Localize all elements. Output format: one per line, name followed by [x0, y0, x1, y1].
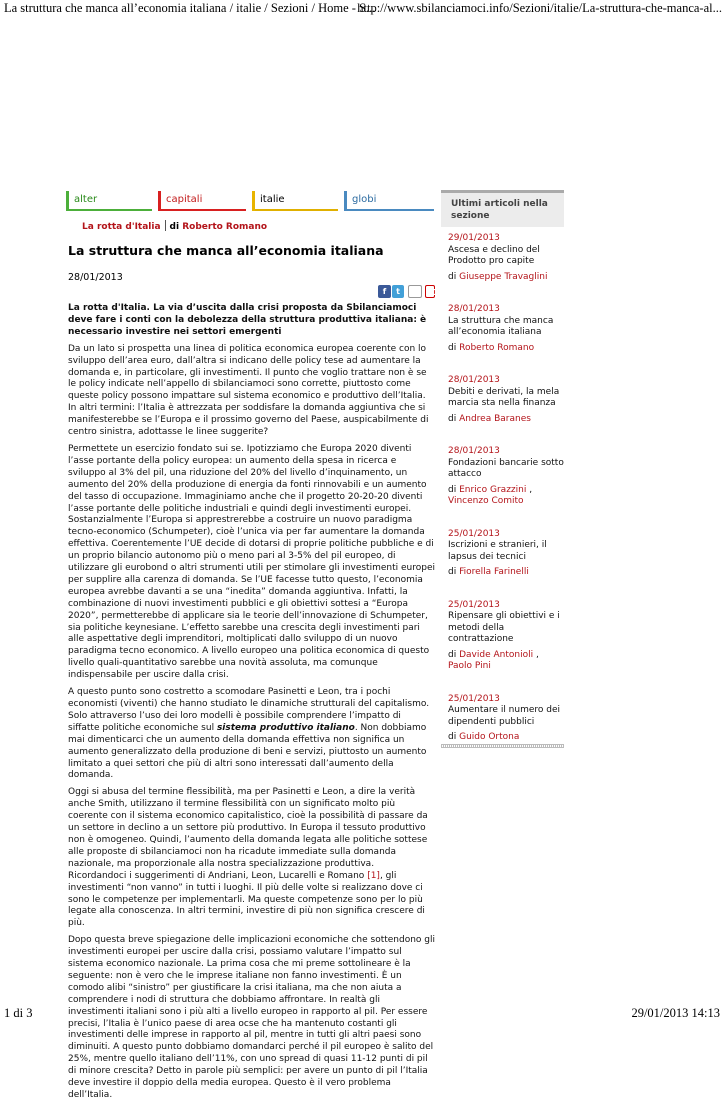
- sidebar-heading: Ultimi articoli nella sezione: [441, 190, 564, 227]
- sidebar-article-byline: [448, 732, 564, 744]
- paragraph-text: . Non dobbiamo mai dimenticarci che un aumento della domanda effettiva non significa un aumento generalizzato della produzione di beni e servizi, piuttosto un aumento limitato a quei settori che più di altri sono interessati dall’aumento della domanda.: [68, 722, 427, 781]
- sidebar-article-title[interactable]: Iscrizioni e stranieri, il lapsus dei tecnici: [448, 540, 547, 562]
- section-nav: [66, 191, 434, 211]
- paragraph-text: Oggi si abusa del termine flessibilità, ma per Pasinetti e Leon, a dire la verità anche Smith, utilizzano il termine flessibilità con un significato molto più coerente con il sistema economico capitalistico, cioè la possibilità di passare da un settore in declino a un settore più produttivo. In Europa il tessuto produttivo non è omogeneo. Quindi, l’aumento della domanda legata alle politiche sottese alle proposte di sbilanciamoci non ha ricadute immediate sulla domanda nazionale, ma proporzionale alla nostra specializzazione produttiva. Ricordandoci i suggerimenti di Andriani, Leon, Lucarelli e Romano: [68, 787, 428, 881]
- sidebar-author-link[interactable]: Davide Antonioli: [459, 649, 534, 660]
- sidebar-author-link[interactable]: Roberto Romano: [459, 342, 535, 353]
- sidebar-article-byline: [448, 650, 564, 673]
- print-header: [0, 0, 724, 18]
- paragraph: Da un lato si prospetta una linea di politica economica europea coerente con lo sviluppo dell’area euro, dall’altra si indicano delle policy tese ad aumentare la domanda e, in particolare, gli investimenti. Il punto che voglio trattare non è se le policy indicate nell’appello di sbilanciamoci sono corrette, piuttosto come queste policy possono impattare sul sistema economico e produttivo dell’Italia. In altri termini: l’Italia è attrezzata per soddisfare la domanda aggiuntiva che si manifesterebbe se l’Europa e il prossimo governo del Paese, auspicabilmente di centro sinistra, adottasse le linee suggerite?: [68, 343, 429, 438]
- sidebar-article-date: 25/01/2013: [448, 528, 500, 539]
- sidebar-article-title[interactable]: Ripensare gli obiettivi e i metodi della contrattazione: [448, 611, 560, 644]
- article-body: [68, 303, 435, 1107]
- byline-divider: [165, 220, 166, 231]
- rubric-link[interactable]: La rotta d'Italia: [82, 222, 161, 232]
- article-lead: La rotta d'Italia. La via d’uscita dalla crisi proposta da Sbilanciamoci deve fare i conti con la debolezza della struttura produttiva italiana: è necessario investire nei settori emergenti: [68, 303, 427, 337]
- tab-globi[interactable]: globi: [344, 191, 434, 211]
- sidebar-article-date: 28/01/2013: [448, 446, 500, 456]
- article-title: La struttura che manca all’economia italiana: [68, 243, 384, 258]
- author-separator: ,: [533, 649, 539, 660]
- sidebar-latest-articles: [441, 190, 564, 744]
- sidebar-article: [441, 694, 564, 744]
- paragraph-text: , gli investimenti “non vanno” in tutti i luoghi. Il più delle volte si realizzano dove ci sono le competenze per implementarli. Ma queste competenze sono per lo più legate alla conoscenza. In altri termini, investire di più non significa crescere di più.: [68, 870, 425, 929]
- sidebar-bottom-rule: [441, 744, 564, 748]
- facebook-icon[interactable]: f: [378, 285, 391, 298]
- print-page-number: 1 di 3: [4, 1006, 33, 1020]
- byline-prefix: di: [448, 413, 457, 424]
- byline-prefix: di: [448, 342, 457, 353]
- paragraph: Permettete un esercizio fondato sui se. Ipotizziamo che Europa 2020 diventi l’asse portante della policy europea: un aumento della spesa in ricerca e sviluppo al 3% del pil, una riduzione del 20% del livello d’inquinamento, un aumento del 20% della produzione di energia da fonti rinnovabili e un aumento del tasso di occupazione. Immaginiamo anche che il progetto 20-20-20 diventi l’asse portante delle politiche industriali e quindi degli investimenti europei. Sostanzialmente l’Europa si apprestrerebbe a costruire un nuovo paradigma tecno-economico (Schumpeter), cioè l’unica via per far aumentare la domanda effettiva. Coerentemente l’UE decide di dotarsi di proprie politiche pubbliche e di un proprio bilancio autonomo più o meno pari al 3-5% del pil europeo, di utilizzare gli eurobond o altri strumenti utili per stimolare gli investimenti europei per supplire alla carenza di domanda. Se l’UE facesse tutto questo, l’economia europea avrebbe davanti a se una “inedita” domanda aggiuntiva. Infatti, la combinazione di nuovi investimenti pubblici e gli obiettivi sottesi a “Europa 2020”, permetterebbe di applicare sia le teorie dell’innovazione di Schumpeter, sia politiche keynesiane. L’effetto sarebbe una crescita degli investimenti pari alle aspettative degli imprenditori, moltiplicati dallo sviluppo di un nuovo paradigma tecno economico. A livello europeo una politica economica di questo livello quali-quantitativo sarebbe una novità assoluta, ma comunque indispensabile per uscire dalla crisi.: [68, 443, 435, 681]
- sidebar-author-link[interactable]: Paolo Pini: [448, 661, 491, 671]
- sidebar-article-title[interactable]: Debiti e derivati, la mela marcia sta nella finanza: [448, 386, 560, 408]
- sidebar-article-date: 25/01/2013: [448, 693, 500, 704]
- sidebar-article: [441, 446, 564, 508]
- sidebar-article-byline: [448, 414, 564, 426]
- sidebar-article: [441, 529, 564, 579]
- sidebar-article-byline: [448, 272, 564, 284]
- byline-prefix: di: [448, 484, 457, 495]
- print-page-title: La struttura che manca all’economia italiana / italie / Sezioni / Home - S...: [4, 1, 376, 15]
- article-byline: [82, 220, 267, 232]
- sidebar-article: [441, 233, 564, 283]
- paragraph: [68, 787, 435, 930]
- sidebar-article-byline: [448, 485, 564, 508]
- sidebar-article-title[interactable]: Aumentare il numero dei dipendenti pubblici: [448, 705, 561, 727]
- article-date: 28/01/2013: [68, 272, 123, 283]
- tab-alter[interactable]: alter: [66, 191, 152, 211]
- sidebar-author-link[interactable]: Vincenzo Comito: [448, 496, 524, 506]
- author-link[interactable]: Roberto Romano: [182, 222, 268, 232]
- email-icon[interactable]: ✉: [408, 285, 422, 298]
- byline-prefix: di: [448, 732, 457, 742]
- twitter-icon[interactable]: t: [392, 285, 404, 298]
- sidebar-article-date: 28/01/2013: [448, 304, 500, 314]
- footnote-link[interactable]: [1]: [367, 870, 380, 881]
- sidebar-author-link[interactable]: Andrea Baranes: [459, 413, 531, 424]
- sidebar-article-title[interactable]: Ascesa e declino del Prodotto pro capite: [448, 244, 540, 266]
- emphasis-text: sistema produttivo italiano: [216, 722, 355, 733]
- print-page-url: http://www.sbilanciamoci.info/Sezioni/italie/La-struttura-che-manca-al...: [357, 1, 722, 15]
- sidebar-article-date: 28/01/2013: [448, 375, 500, 385]
- byline-prefix: di: [448, 271, 457, 282]
- sidebar-article: [441, 304, 564, 354]
- print-footer: [0, 1006, 724, 1024]
- author-separator: ,: [526, 484, 533, 495]
- byline-prefix: di: [448, 649, 457, 660]
- sidebar-author-link[interactable]: Enrico Grazzini: [459, 484, 527, 495]
- sidebar-article: [441, 375, 564, 425]
- sidebar-article-byline: [448, 567, 564, 579]
- pdf-icon[interactable]: PDF: [425, 285, 435, 298]
- sidebar-article: [441, 600, 564, 673]
- print-datetime: 29/01/2013 14:13: [631, 1006, 720, 1020]
- paragraph: Dopo questa breve spiegazione delle implicazioni economiche che sottendono gli investimenti europei per uscire dalla crisi, possiamo valutare l’impatto sul sistema economico nazionale. La prima cosa che mi preme sottolineare è la seguente: non è vero che le imprese italiane non fanno investimenti. È un comodo alibi “sinistro” per giustificare la crisi italiana, ma che non aiuta a comprendere i nodi di struttura che dobbiamo affrontare. In realtà gli investimenti italiani sono i più alti a livello europeo in rapporto al pil. Per essere precisi, l’Italia è l’unico paese di area ocse che ha mantenuto costanti gli investimenti delle imprese in rapporto al pil, mentre in tutti gli altri paesi sono diminuiti. A questo punto dobbiamo domandarci perché il pil europeo è salito del 25%, mentre quello italiano dell’11%, con uno spread di quasi 11-12 punti di pil di minore crescita? Detto in parole più semplici: per avere un punto di pil l’Italia deve investire il doppio della media europea. Questo è il vero problema dell’Italia.: [68, 935, 436, 1100]
- sidebar-author-link[interactable]: Guido Ortona: [459, 732, 520, 742]
- tab-italie[interactable]: italie: [252, 191, 338, 211]
- tab-capitali[interactable]: capitali: [158, 191, 246, 211]
- sidebar-author-link[interactable]: Fiorella Farinelli: [459, 567, 529, 577]
- sidebar-article-title[interactable]: Fondazioni bancarie sotto attacco: [448, 457, 564, 479]
- sidebar-article-date: 25/01/2013: [448, 599, 500, 610]
- byline-prefix: di: [448, 567, 457, 577]
- sidebar-article-date: 29/01/2013: [448, 233, 500, 243]
- sidebar-article-title[interactable]: La struttura che manca all’economia italiana: [448, 315, 554, 337]
- sidebar-author-link[interactable]: Giuseppe Travaglini: [459, 271, 548, 282]
- sidebar-article-byline: [448, 343, 564, 355]
- paragraph-text: A questo punto sono costretto a scomodare Pasinetti e Leon, tra i pochi economisti (viventi) che hanno studiato le dinamiche strutturali del capitalismo. Solo attraverso l’uso dei loro modelli è possibile comprendere l’impatto di siffatte politiche economiche sul: [68, 687, 430, 733]
- byline-prefix: di: [169, 222, 180, 232]
- paragraph: [68, 687, 435, 782]
